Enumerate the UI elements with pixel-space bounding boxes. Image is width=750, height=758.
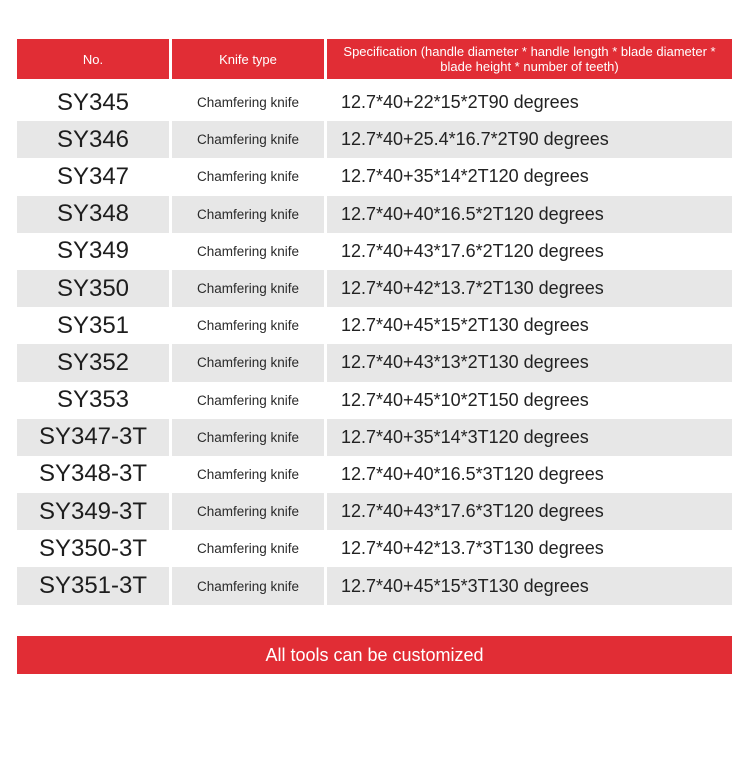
cell-specification: 12.7*40+42*13.7*2T130 degrees xyxy=(327,270,732,307)
cell-specification: 12.7*40+35*14*3T120 degrees xyxy=(327,419,732,456)
table-body xyxy=(17,84,732,605)
table-header xyxy=(17,39,732,79)
cell-model-number: SY351-3T xyxy=(17,567,169,604)
cell-specification: 12.7*40+25.4*16.7*2T90 degrees xyxy=(327,121,732,158)
cell-specification: 12.7*40+43*17.6*3T120 degrees xyxy=(327,493,732,530)
cell-model-number: SY349 xyxy=(56,237,130,265)
cell-specification: 12.7*40+43*13*2T130 degrees xyxy=(327,344,732,381)
cell-specification: 12.7*40+35*14*2T120 degrees xyxy=(341,166,589,187)
cell-knife-type: Chamfering knife xyxy=(172,121,324,158)
cell-knife-type: Chamfering knife xyxy=(196,466,300,482)
table-row xyxy=(17,456,732,493)
table-row xyxy=(17,270,732,307)
cell-specification: 12.7*40+42*13.7*3T130 degrees xyxy=(341,538,604,559)
cell-knife-type: Chamfering knife xyxy=(172,419,324,456)
cell-knife-type: Chamfering knife xyxy=(196,243,300,259)
cell-knife-type: Chamfering knife xyxy=(172,567,324,604)
cell-specification: 12.7*40+43*17.6*2T120 degrees xyxy=(341,240,604,261)
cell-knife-type: Chamfering knife xyxy=(196,169,300,185)
cell-model-number: SY351 xyxy=(56,311,130,339)
cell-specification: 12.7*40+40*16.5*2T120 degrees xyxy=(327,196,732,233)
table-row xyxy=(17,530,732,567)
cell-model-number: SY350 xyxy=(17,270,169,307)
table-row xyxy=(17,158,732,195)
header-specification: Specification (handle diameter * handle length * blade diameter * blade height * number of teeth) xyxy=(327,39,732,79)
cell-knife-type: Chamfering knife xyxy=(196,541,300,557)
cell-model-number: SY352 xyxy=(17,344,169,381)
cell-model-number: SY350-3T xyxy=(38,534,148,562)
cell-model-number: SY347 xyxy=(56,162,130,190)
header-no: No. xyxy=(17,39,169,79)
cell-knife-type: Chamfering knife xyxy=(172,344,324,381)
cell-specification: 12.7*40+45*10*2T150 degrees xyxy=(341,389,589,410)
cell-knife-type: Chamfering knife xyxy=(172,196,324,233)
cell-knife-type: Chamfering knife xyxy=(196,392,300,408)
cell-specification: 12.7*40+22*15*2T90 degrees xyxy=(341,92,579,113)
table-row xyxy=(17,121,732,158)
cell-model-number: SY348-3T xyxy=(38,460,148,488)
cell-model-number: SY349-3T xyxy=(17,493,169,530)
table-row xyxy=(17,567,732,604)
cell-knife-type: Chamfering knife xyxy=(196,95,300,111)
table-row xyxy=(17,307,732,344)
cell-model-number: SY347-3T xyxy=(17,419,169,456)
cell-specification: 12.7*40+40*16.5*3T120 degrees xyxy=(341,463,604,484)
spec-table xyxy=(17,39,732,605)
cell-knife-type: Chamfering knife xyxy=(172,493,324,530)
table-row xyxy=(17,493,732,530)
table-row xyxy=(17,233,732,270)
cell-specification: 12.7*40+45*15*2T130 degrees xyxy=(341,315,589,336)
cell-knife-type: Chamfering knife xyxy=(172,270,324,307)
cell-model-number: SY346 xyxy=(17,121,169,158)
table-row xyxy=(17,419,732,456)
cell-model-number: SY353 xyxy=(56,386,130,414)
cell-knife-type: Chamfering knife xyxy=(196,318,300,334)
header-knife-type: Knife type xyxy=(172,39,324,79)
cell-model-number: SY345 xyxy=(56,88,130,116)
table-row xyxy=(17,84,732,121)
table-row xyxy=(17,344,732,381)
cell-model-number: SY348 xyxy=(17,196,169,233)
customization-banner: All tools can be customized xyxy=(17,636,732,674)
table-row xyxy=(17,382,732,419)
table-row xyxy=(17,196,732,233)
cell-specification: 12.7*40+45*15*3T130 degrees xyxy=(327,567,732,604)
